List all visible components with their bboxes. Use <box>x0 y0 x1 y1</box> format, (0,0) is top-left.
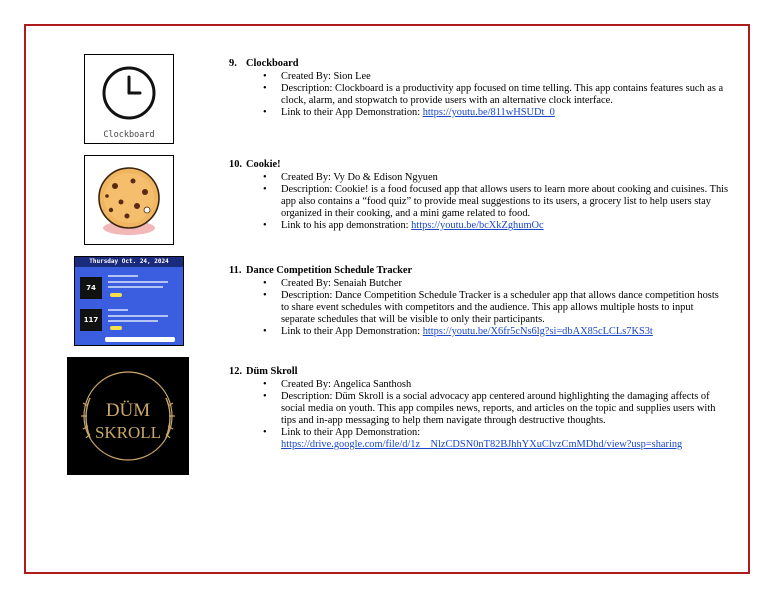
dum-skroll-logo-line1: DÜM <box>105 400 151 421</box>
entry-description: • Description: Düm Skroll is a social advocacy app centered around highlighting the damaging affects of social media on youth. This app compiles news, reports, and articles on the topic and supplies users with tips and in-app messaging to help them navigate through destructive thoughts. <box>281 391 729 427</box>
dance-schedule-line <box>108 309 128 311</box>
entry-link[interactable]: https://youtu.be/811wHSUDt_0 <box>422 107 555 118</box>
entry-created-by: • Created By: Vy Do & Edison Ngyuen <box>281 172 729 184</box>
dance-schedule-card: 74 <box>80 277 102 299</box>
entry-number: 11. <box>229 265 242 276</box>
entry-dance-schedule <box>229 265 729 338</box>
entry-link-item <box>281 427 729 451</box>
clockboard-thumbnail <box>84 54 174 144</box>
entry-link[interactable]: https://drive.google.com/file/d/1z__NlzCDSN0nT82BJhhYXuClvzCmMDhd/view?usp=sharing <box>281 439 683 450</box>
dance-schedule-button <box>105 337 175 342</box>
cookie-icon <box>85 156 173 244</box>
entry-description: • Description: Cookie! is a food focused app that allows users to learn more about cooking and cuisines. This app also contains a “food quiz” to provide meal suggestions to its users, a grocery list to help users stay organized in their cooking, and a mini game related to food. <box>281 184 729 220</box>
dance-schedule-header: Thursday Oct. 24, 2024 <box>75 257 183 267</box>
entry-number: 9. <box>229 58 237 69</box>
entry-number: 10. <box>229 159 242 170</box>
dance-schedule-line <box>108 320 158 322</box>
entry-title-text: Clockboard <box>246 58 299 69</box>
entry-link-item <box>281 107 729 119</box>
entry-created-by: • Created By: Senaiah Butcher <box>281 278 729 290</box>
entry-link-label: Link to his app demonstration: <box>281 220 412 231</box>
dance-schedule-line <box>108 281 168 283</box>
entry-title <box>229 159 729 171</box>
entry-clockboard <box>229 58 729 119</box>
entry-link-label: Link to their App Demonstration: <box>281 107 423 118</box>
dum-skroll-logo-line2: SKROLL <box>94 423 162 442</box>
entry-title <box>229 366 729 378</box>
entry-link-label: Link to their App Demonstration: <box>281 427 421 438</box>
dance-schedule-line <box>108 275 138 277</box>
dum-skroll-logo <box>68 358 188 474</box>
entry-link-item <box>281 220 729 232</box>
entry-created-by: • Created By: Sion Lee <box>281 71 729 83</box>
entry-dum-skroll <box>229 366 729 451</box>
entry-link-item <box>281 326 729 338</box>
dance-schedule-thumbnail <box>74 256 184 346</box>
entry-description: • Description: Clockboard is a productivity app focused on time telling. This app contains features such as a clock, alarm, and stopwatch to provide users with an alternative clock interface. <box>281 83 729 107</box>
entry-title <box>229 58 729 70</box>
entry-cookie <box>229 159 729 232</box>
entry-created-by: • Created By: Angelica Santhosh <box>281 379 729 391</box>
clockboard-caption: Clockboard <box>103 130 155 140</box>
entry-title-text: Dance Competition Schedule Tracker <box>246 265 413 276</box>
entry-description: • Description: Dance Competition Schedule Tracker is a scheduler app that allows dance competition hosts to share event schedules with competitors and the audience. This app allows multiple hosts to input separate schedules that will be visible to only their participants. <box>281 290 729 326</box>
dance-schedule-card: 117 <box>80 309 102 331</box>
dance-schedule-line <box>108 315 168 317</box>
dance-schedule-pill <box>110 326 122 330</box>
dum-skroll-thumbnail <box>67 357 189 475</box>
dance-schedule-pill <box>110 293 122 297</box>
entry-title-text: Cookie! <box>246 159 281 170</box>
entry-link[interactable]: https://youtu.be/bcXkZghumOc <box>411 220 544 231</box>
entry-title <box>229 265 729 277</box>
entry-title-text: Düm Skroll <box>246 366 298 377</box>
dance-schedule-line <box>108 286 163 288</box>
entry-link[interactable]: https://youtu.be/X6fr5cNs6lg?si=dbAX85cLCLs7KS3t <box>422 326 653 337</box>
entry-link-label: Link to their App Demonstration: <box>281 326 423 337</box>
cookie-thumbnail <box>84 155 174 245</box>
entry-number: 12. <box>229 366 242 377</box>
